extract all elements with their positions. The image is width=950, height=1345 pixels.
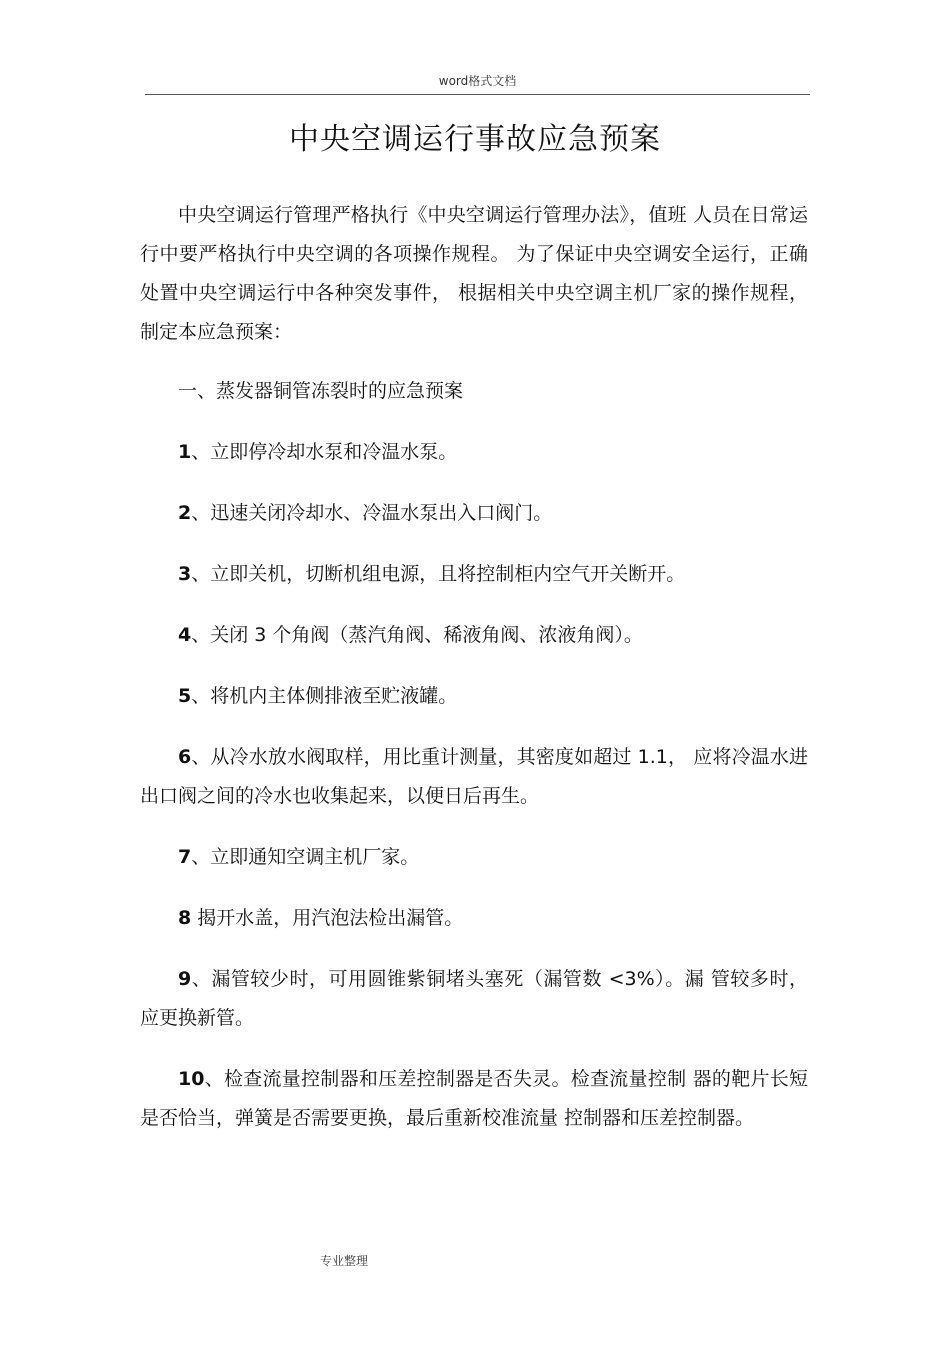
item-number: 3 (178, 563, 192, 585)
item-separator: 、 (191, 441, 211, 463)
item-number: 4 (178, 624, 192, 646)
list-item (140, 494, 808, 533)
item-separator: 、 (191, 624, 211, 646)
item-text: 立即停冷却水泵和冷温水泵。 (210, 441, 458, 463)
item-number: 1 (178, 441, 192, 463)
header-text: word格式文档 (438, 74, 517, 88)
document-title: 中央空调运行事故应急预案 (289, 122, 661, 157)
item-text: 揭开水盖，用汽泡法检出漏管。 (197, 907, 464, 929)
item-separator: 、 (191, 685, 211, 707)
item-number: 5 (178, 685, 192, 707)
item-text: 从冷水放水阀取样，用比重计测量，其密度如超过 1.1， 应将冷温水进出口阀之间的冷水也收集起来，以便日后再生。 (140, 746, 808, 807)
item-text: 立即关机，切断机组电源，且将控制柜内空气开关断开。 (210, 563, 686, 585)
item-separator: 、 (191, 968, 212, 990)
item-separator: 、 (191, 563, 211, 585)
list-item (140, 960, 808, 1038)
document-body (140, 196, 808, 1160)
item-number: 8 (178, 907, 192, 929)
item-number: 6 (178, 746, 192, 768)
section-heading: 一、蒸发器铜管冻裂时的应急预案 (178, 380, 464, 402)
list-item (140, 677, 808, 716)
item-text: 检查流量控制器和压差控制器是否失灵。检查流量控制 器的靶片长短是否恰当，弹簧是否需要更换，最后重新校准流量 控制器和压差控制器。 (140, 1068, 808, 1129)
item-separator: 、 (191, 502, 211, 524)
list-item (140, 433, 808, 472)
item-text: 漏管较少时，可用圆锥紫铜堵头塞死（漏管数 <3%）。漏 管较多时，应更换新管。 (140, 968, 808, 1029)
item-number: 2 (178, 502, 192, 524)
intro-paragraph: 中央空调运行管理严格执行《中央空调运行管理办法》，值班 人员在日常运行中要严格执行中央空调的各项操作规程。 为了保证中央空调安全运行，正确处置中央空调运行中各种突发事件， 根据相关中央空调主机厂家的操作规程，制定本应急预案： (140, 204, 808, 343)
item-text: 迅速关闭冷却水、冷温水泵出入口阀门。 (210, 502, 553, 524)
page-header (145, 72, 810, 95)
item-text: 关闭 3 个角阀（蒸汽角阀、稀液角阀、浓液角阀）。 (210, 624, 643, 646)
list-item (140, 555, 808, 594)
item-number: 7 (178, 846, 192, 868)
item-text: 将机内主体侧排液至贮液罐。 (210, 685, 458, 707)
item-number: 10 (178, 1068, 205, 1090)
item-separator: 、 (204, 1068, 224, 1090)
item-separator: 、 (191, 846, 211, 868)
item-separator: 、 (191, 746, 211, 768)
list-item (140, 838, 808, 877)
list-item (140, 899, 808, 938)
item-number: 9 (178, 968, 192, 990)
item-text: 立即通知空调主机厂家。 (210, 846, 420, 868)
list-item (140, 616, 808, 655)
page-footer: 专业整理 (320, 1254, 369, 1268)
list-item (140, 1060, 808, 1138)
list-item (140, 738, 808, 816)
